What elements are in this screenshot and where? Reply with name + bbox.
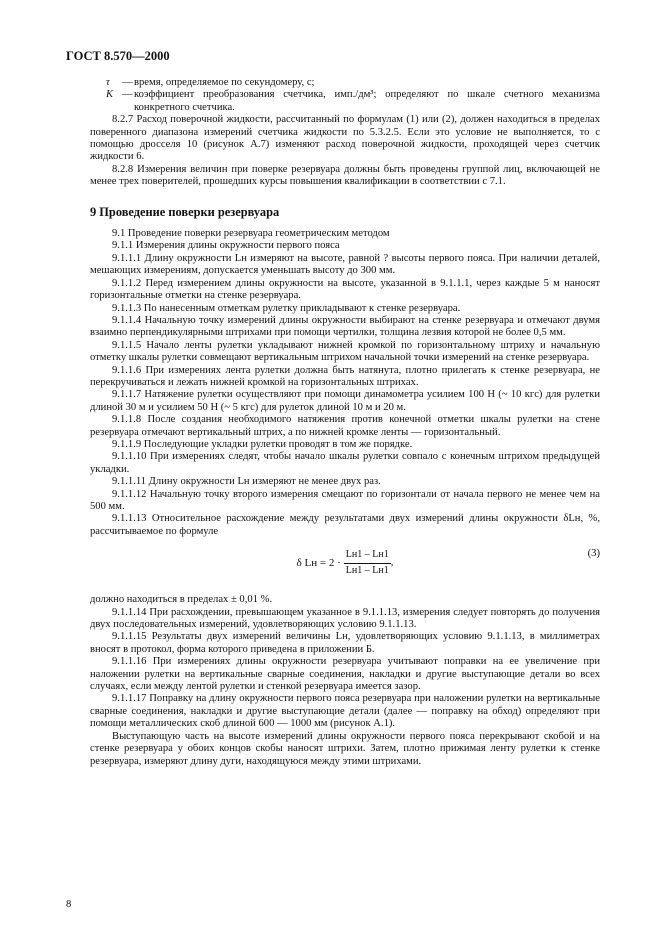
paragraph-9-1-1-3: 9.1.1.3 По нанесенным отметкам рулетку прикладывают к стенке резервуара. [112, 302, 461, 314]
paragraph-9-1-1-17: 9.1.1.17 Поправку на длину окружности первого пояса резервуара при наложении рулетки на вертикальные сварные соединения, накладки и другие выступающие детали (далее — поправку на обход) определяют при помощи металлических скоб длиной 600 — 1000 мм (рисунок А.1). [90, 693, 600, 730]
paragraph-9-1-1-13: 9.1.1.13 Относительное расхождение между результатами двух измерений длины окружности δLн, %, рассчитываемое по формуле [90, 513, 600, 537]
paragraph-8-2-7: 8.2.7 Расход поверочной жидкости, рассчитанный по формулам (1) или (2), должен находиться в пределах поверенного диапазона измерений счетчика жидкости по 5.3.2.5. Если это условие не выполняется, то с помощью дросселя 10 (рисунок А.7) изменяют расход поверочной жидкости, проходящей через счетчик жидкости 6. [90, 114, 600, 163]
formula-3 [90, 542, 600, 584]
definition-symbol: K [106, 89, 114, 101]
section-heading: 9 Проведение поверки резервуара [90, 204, 280, 219]
definition-tau [106, 77, 600, 89]
paragraph-9-1-1-9: 9.1.1.9 Последующие укладки рулетки проводят в том же порядке. [112, 438, 413, 450]
formula-numerator: Lн1 – Lн1 [344, 549, 391, 563]
paragraph-overlap: Выступающую часть на высоте измерений длины окружности первого пояса перекрывают скобой и на стенке резервуара у обоих концов скобы наносят штрихи. Затем, плотно прижимая ленту рулетки к стенке резервуара, измеряют длину дуги, находящуюся между этими штрихами. [90, 730, 600, 767]
definition-dash: — [122, 77, 133, 88]
paragraph-9-1-1-14: 9.1.1.14 При расхождении, превышающем указанное в 9.1.1.13, измерения следует повторять до получения двух последовательных измерений, удовлетворяющих условию 9.1.1.13. [90, 606, 600, 631]
paragraph-9-1-1-5: 9.1.1.5 Начало ленты рулетки укладывают нижней кромкой по горизонтальному штриху и начальную отметку шкалы рулетки совмещают вертикальным штрихом начальной точки измерений на стенке резервуара. [90, 339, 600, 364]
definition-text: время, определяемое по секундомеру, с; [134, 77, 315, 88]
definition-text: коэффициент преобразования счетчика, имп./дм³; определяют по шкале счетного механизма конкретного счетчика. [134, 89, 600, 113]
paragraph-9-1-1-1: 9.1.1.1 Длину окружности Lн измеряют на высоте, равной ? высоты первого пояса. При наличии деталей, мешающих измерениям, допускается уменьшать высоту до 300 мм. [90, 252, 600, 277]
paragraph-9-1-1-2: 9.1.1.2 Перед измерением длины окружности на высоте, указанной в 9.1.1.1, через каждые 5 м наносят горизонтальные отметки на стенке резервуара. [90, 277, 600, 302]
paragraph-9-1-1: 9.1.1 Измерения длины окружности первого пояса [112, 240, 340, 252]
paragraph-9-1-1-15: 9.1.1.15 Результаты двух измерений величины Lн, удовлетворяющих условию 9.1.1.13, в миллиметрах вносят в протокол, форма которого приведена в приложении Б. [90, 631, 600, 655]
paragraph-9-1-1-7: 9.1.1.7 Натяжение рулетки осуществляют при помощи динамометра усилием 100 Н (~ 10 кгс) для рулетки длиной 30 м и усилием 50 Н (~ 5 кгс) для рулеток длиной 10 м и 20 м. [90, 389, 600, 413]
formula-denominator: Lн1 – Lн1 [345, 564, 389, 576]
definition-dash: — [122, 89, 133, 101]
document-body [90, 77, 600, 768]
paragraph-9-1-1-4: 9.1.1.4 Начальную точку измерений длины окружности выбирают на стенке резервуара и отмечают двумя взаимно перпендикулярными штрихами при помощи чертилки, толщина лезвия которой не более 0,5 мм. [90, 314, 600, 339]
page-header: ГОСТ 8.570—2000 [66, 49, 170, 63]
formula-lhs: δ Lн = 2 · [296, 557, 341, 570]
paragraph-tolerance: должно находиться в пределах ± 0,01 %. [90, 594, 273, 606]
definition-k [106, 89, 600, 114]
paragraph-9-1-1-10: 9.1.1.10 При измерениях следят, чтобы начало шкалы рулетки совпало с конечным штрихом предыдущей укладки. [90, 451, 600, 475]
paragraph-9-1-1-12: 9.1.1.12 Начальную точку второго измерения смещают по горизонтали от начала первого не менее чем на 500 мм. [90, 488, 600, 512]
formula-fraction [344, 549, 391, 577]
formula-tail: , [390, 557, 394, 569]
paragraph-9-1-1-16: 9.1.1.16 При измерениях длины окружности резервуара учитывают поправки на ее увеличение при наложении рулетки на вертикальные сварные соединения, накладки и другие выступающие детали во всех случаях, если между лентой рулетки и стенкой резервуара имеется зазор. [90, 656, 600, 693]
formula-number: (3) [587, 548, 600, 560]
paragraph-9-1-1-6: 9.1.1.6 При измерениях лента рулетки должна быть натянута, плотно прилегать к стенке резервуара, не перекручиваться и лежать нижней кромкой на горизонтальных штрихах. [90, 364, 600, 388]
paragraph-9-1-1-11: 9.1.1.11 Длину окружности Lн измеряют не менее двух раз. [112, 476, 381, 488]
page-number: 8 [66, 899, 72, 910]
paragraph-8-2-8: 8.2.8 Измерения величин при поверке резервуара должны быть проведены группой лиц, включающей не менее трех поверителей, прошедших курсы повышения квалификации в соответствии с 7.1. [90, 163, 600, 188]
paragraph-9-1: 9.1 Проведение поверки резервуара геометрическим методом [112, 228, 390, 240]
definition-symbol: τ [106, 77, 110, 88]
paragraph-9-1-1-8: 9.1.1.8 После создания необходимого натяжения против конечной отметки шкалы рулетки на стене резервуара отмечают вертикальный штрих, а по нижней кромке ленты — горизонтальный. [90, 414, 600, 438]
